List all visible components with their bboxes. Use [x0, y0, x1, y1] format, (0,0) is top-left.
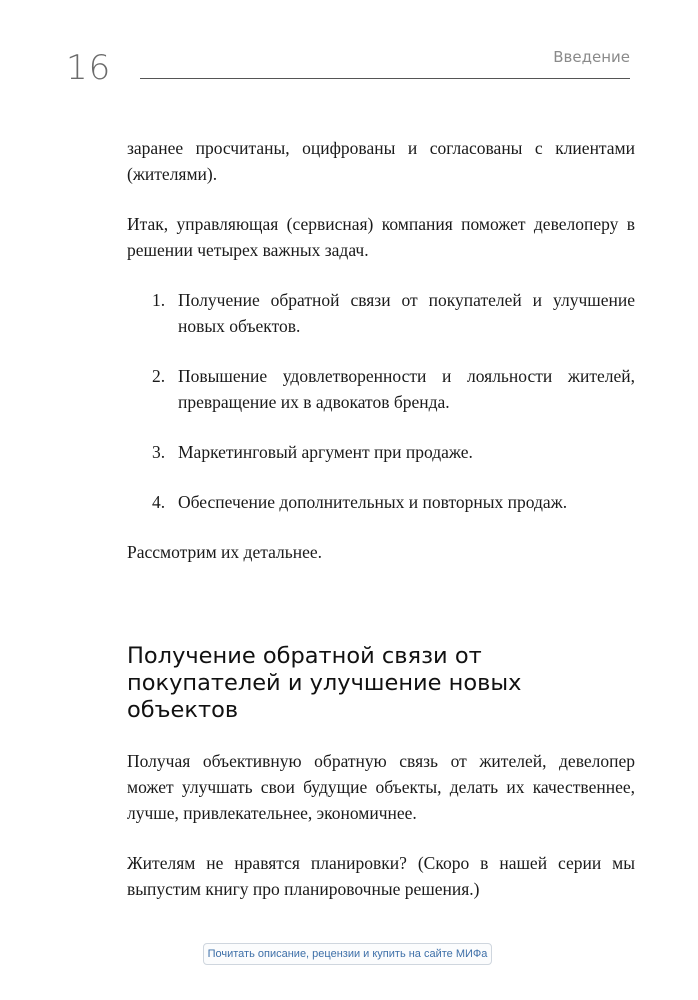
- list-item-text: Получение обратной связи от покупателей и улучшение новых объектов.: [178, 290, 635, 336]
- list-item-number: 1.: [152, 290, 166, 310]
- list-item-text: Маркетинговый аргумент при продаже.: [178, 442, 473, 462]
- list-item: [127, 287, 635, 339]
- paragraph-5: Жителям не нравятся планировки? (Скоро в нашей серии мы выпустим книгу про планировочные решения.): [127, 853, 635, 899]
- list-item-number: 3.: [152, 442, 166, 462]
- list-item-text: Обеспечение дополнительных и повторных продаж.: [178, 492, 568, 512]
- paragraph-4: Получая объективную обратную связь от жителей, девелопер может улучшать свои будущие объекты, делать их качественнее, лучше, привлекательнее, экономичнее.: [127, 751, 635, 823]
- list-item: [127, 439, 635, 465]
- list-item-number: 4.: [152, 492, 166, 512]
- list-item: [127, 363, 635, 415]
- section-heading: Получение обратной связи от покупателей и улучшение новых объектов: [127, 643, 522, 723]
- header-rule: [140, 78, 630, 79]
- paragraph-1: заранее просчитаны, оцифрованы и согласованы с клиентами (жителями).: [127, 138, 635, 184]
- page-body: [127, 135, 635, 902]
- paragraph-2: Итак, управляющая (сервисная) компания поможет девелоперу в решении четырех важных задач.: [127, 214, 635, 260]
- list-item-number: 2.: [152, 366, 166, 386]
- list-item: [127, 489, 635, 515]
- running-head: Введение: [553, 48, 630, 66]
- shop-link-button[interactable]: Почитать описание, рецензии и купить на сайте МИФа: [203, 943, 492, 965]
- task-list: [127, 287, 635, 515]
- page-number: 16: [66, 48, 112, 88]
- paragraph-3: Рассмотрим их детальнее.: [127, 542, 322, 562]
- list-item-text: Повышение удовлетворенности и лояльности жителей, превращение их в адвокатов бренда.: [178, 366, 635, 412]
